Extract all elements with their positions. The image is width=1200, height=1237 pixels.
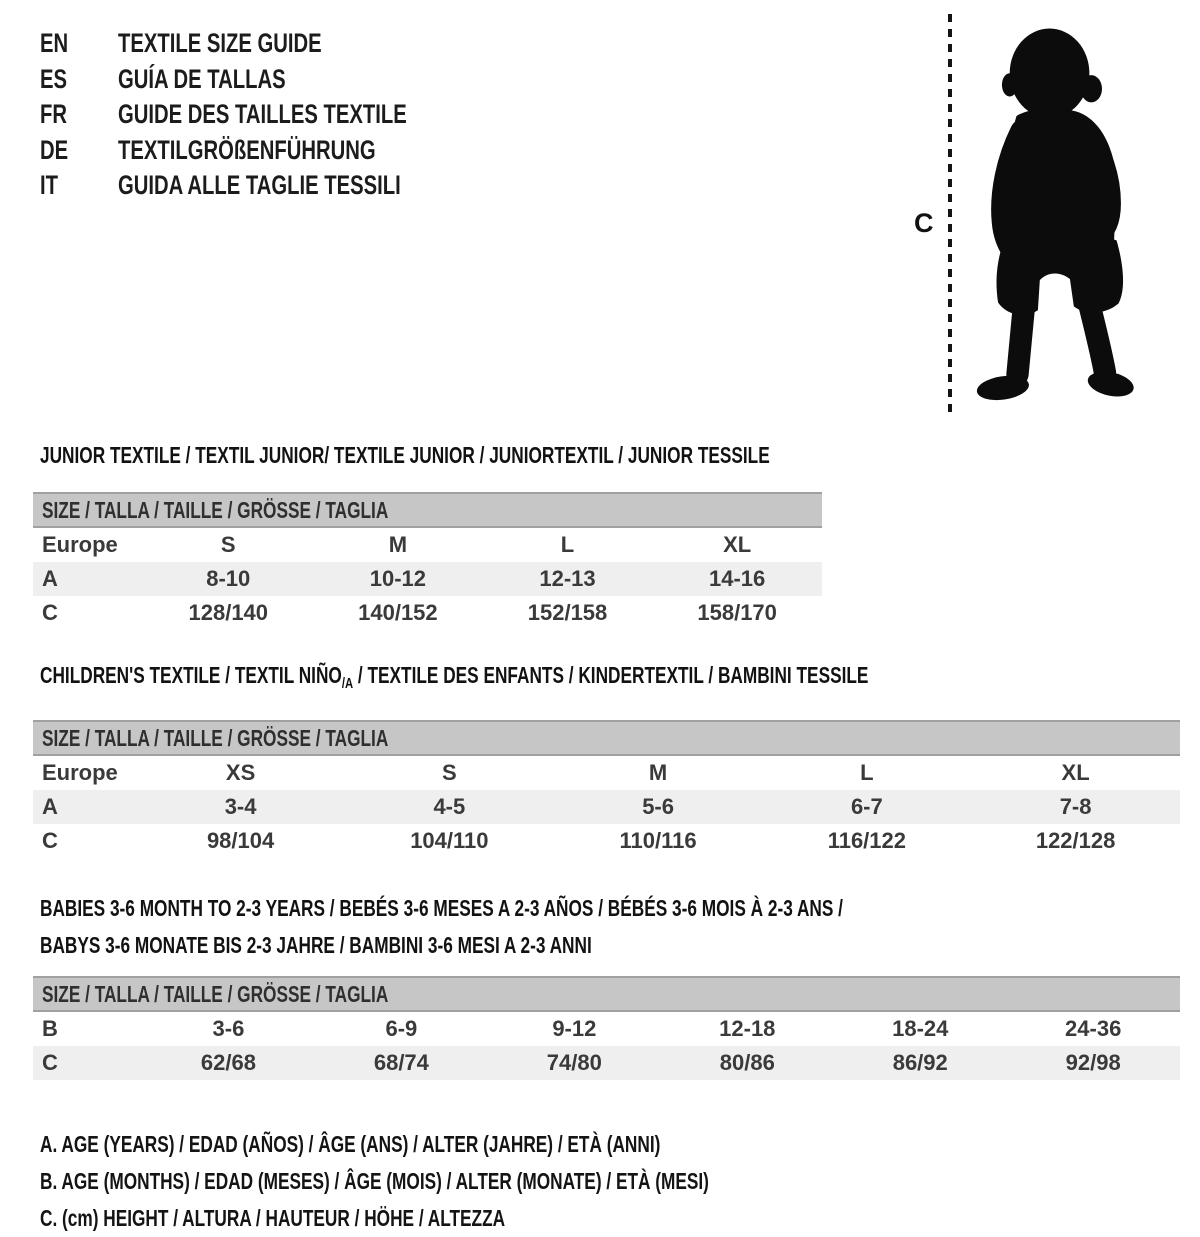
height-figure xyxy=(900,10,1160,426)
age-cell: 12-13 xyxy=(539,566,596,591)
height-measure-label: C xyxy=(914,208,934,238)
children-section-title: CHILDREN'S TEXTILE / TEXTIL $NIÑO_{/A}$ / TEXTILE DES ENFANTS / KINDERTEXTIL / BAMBINI TESSILE xyxy=(40,662,869,692)
size-cell: S xyxy=(442,760,457,785)
language-row-de xyxy=(40,133,503,169)
age-cell: 12-18 xyxy=(719,1016,776,1041)
language-title: TEXTILGRÖßENFÜHRUNG xyxy=(118,134,376,165)
age-cell: 10-12 xyxy=(369,566,427,591)
size-cell: L xyxy=(560,532,575,557)
language-code: FR xyxy=(40,99,67,129)
table-row-europe xyxy=(33,756,1180,790)
nino-a-subscript: /A xyxy=(341,675,354,692)
table-row-height xyxy=(33,1046,1180,1080)
size-cell: M xyxy=(388,532,408,557)
row-label: Europe xyxy=(42,760,118,785)
height-cell: 92/98 xyxy=(1065,1050,1121,1075)
table-row-age-months xyxy=(33,1012,1180,1046)
row-label: B xyxy=(42,1016,58,1041)
junior-section-title: JUNIOR TEXTILE / TEXTIL JUNIOR/ TEXTILE JUNIOR / JUNIORTEXTIL / JUNIOR TESSILE xyxy=(40,442,770,468)
language-code: IT xyxy=(40,170,58,200)
language-title: GUÍA DE TALLAS xyxy=(118,63,286,94)
size-cell: S xyxy=(220,532,236,557)
height-dashed-line xyxy=(948,14,952,416)
section-babies-textile xyxy=(0,890,1200,1080)
age-cell: 18-24 xyxy=(892,1016,949,1041)
babies-size-table xyxy=(33,976,1180,1080)
footnote-height-cm: C. (cm) HEIGHT / ALTURA / HAUTEUR / HÖHE / ALTEZZA xyxy=(40,1205,506,1231)
language-title: GUIDA ALLE TAGLIE TESSILI xyxy=(118,170,401,200)
age-cell: 5-6 xyxy=(642,794,674,819)
children-size-table xyxy=(33,720,1180,858)
size-cell: XL xyxy=(723,532,752,557)
language-title: TEXTILE SIZE GUIDE xyxy=(118,28,322,58)
height-cell: 80/86 xyxy=(719,1050,775,1075)
language-row-en xyxy=(40,26,503,62)
language-row-es xyxy=(40,62,503,98)
table-row-height xyxy=(33,596,822,630)
language-code: DE xyxy=(40,134,69,165)
height-cell: 104/110 xyxy=(410,828,489,853)
table-row-age xyxy=(33,562,822,596)
height-cell: 98/104 xyxy=(206,828,275,853)
height-cell: 62/68 xyxy=(200,1050,256,1075)
age-cell: 24-36 xyxy=(1065,1016,1122,1041)
table-row-europe xyxy=(33,528,822,562)
size-cell: XS xyxy=(225,760,256,785)
height-cell: 152/158 xyxy=(527,600,608,625)
age-cell: 8-10 xyxy=(206,566,251,591)
row-label: Europe xyxy=(42,532,118,557)
children-table-size-header: SIZE / TALLA / TAILLE / GRÖSSE / TAGLIA xyxy=(33,720,1180,756)
row-label: C xyxy=(42,600,58,625)
header xyxy=(0,0,1200,432)
language-list xyxy=(40,26,503,204)
age-cell: 3-6 xyxy=(212,1016,245,1041)
language-row-fr xyxy=(40,97,503,133)
height-cell: 140/152 xyxy=(358,600,438,625)
row-label: C xyxy=(42,828,58,853)
language-title: GUIDE DES TAILLES TEXTILE xyxy=(118,99,407,129)
size-cell: M xyxy=(648,760,668,785)
section-junior-textile xyxy=(0,440,1200,630)
height-cell: 158/170 xyxy=(697,600,777,625)
language-code: ES xyxy=(40,63,68,94)
size-cell: XL xyxy=(1061,760,1090,785)
height-cell: 110/116 xyxy=(619,828,697,853)
age-cell: 4-5 xyxy=(433,794,466,819)
height-cell: 68/74 xyxy=(373,1050,429,1075)
language-row-it xyxy=(40,168,503,204)
footnote-age-years: A. AGE (YEARS) / EDAD (AÑOS) / ÂGE (ANS) / ALTER (JAHRE) / ETÀ (ANNI) xyxy=(40,1131,661,1157)
height-cell: 122/128 xyxy=(1035,828,1116,853)
age-cell: 14-16 xyxy=(709,566,766,591)
height-cell: 74/80 xyxy=(546,1050,602,1075)
age-cell: 6-7 xyxy=(850,794,883,819)
age-cell: 7-8 xyxy=(1059,794,1092,819)
height-cell: 116/122 xyxy=(827,828,906,853)
height-cell: 86/92 xyxy=(892,1050,948,1075)
row-label: A xyxy=(42,566,58,591)
age-cell: 6-9 xyxy=(385,1016,418,1041)
section-children-textile xyxy=(0,660,1200,858)
height-cell: 128/140 xyxy=(188,600,269,625)
age-cell: 3-4 xyxy=(224,794,257,819)
table-row-height xyxy=(33,824,1180,858)
table-row-age xyxy=(33,790,1180,824)
legend-footnotes xyxy=(0,1126,1200,1237)
babies-table-size-header: SIZE / TALLA / TAILLE / GRÖSSE / TAGLIA xyxy=(33,976,1180,1012)
toddler-silhouette-icon xyxy=(966,16,1136,418)
babies-section-title-line1: BABIES 3-6 MONTH TO 2-3 YEARS / BEBÉS 3-6 MESES A 2-3 AÑOS / BÉBÉS 3-6 MOIS À 2-3 ANS / xyxy=(40,895,843,921)
babies-section-title-line2: BABYS 3-6 MONATE BIS 2-3 JAHRE / BAMBINI 3-6 MESI A 2-3 ANNI xyxy=(40,932,592,958)
language-code: EN xyxy=(40,28,69,58)
size-cell: L xyxy=(860,760,874,785)
row-label: A xyxy=(42,794,58,819)
age-cell: 9-12 xyxy=(552,1016,597,1041)
footnote-age-months: B. AGE (MONTHS) / EDAD (MESES) / ÂGE (MOIS) / ALTER (MONATE) / ETÀ (MESI) xyxy=(40,1168,709,1194)
junior-size-table xyxy=(33,492,822,630)
junior-table-size-header: SIZE / TALLA / TAILLE / GRÖSSE / TAGLIA xyxy=(33,492,822,528)
row-label: C xyxy=(42,1050,58,1075)
